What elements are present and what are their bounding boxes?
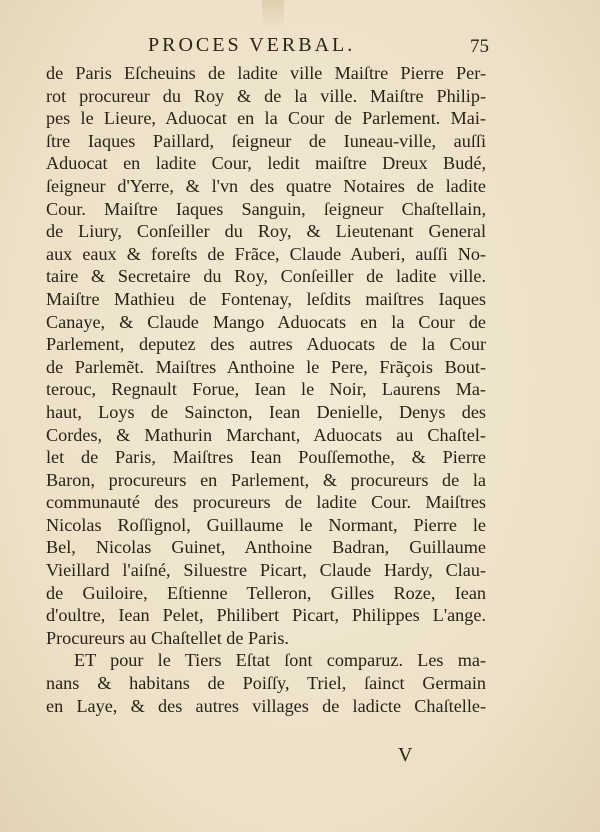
- text-line: aux eaux & foreſts de Frãce, Claude Auberi, auſſi No-: [46, 243, 486, 264]
- text-line: rot procureur du Roy & de la ville. Maiſtre Philip-: [46, 85, 486, 106]
- text-line: Maiſtre Mathieu de Fontenay, leſdits maiſtres Iaques: [46, 288, 486, 309]
- text-line: Bel, Nicolas Guinet, Anthoine Badran, Guillaume: [46, 537, 486, 558]
- text-line: de Paris Eſcheuins de ladite ville Maiſtre Pierre Per-: [46, 63, 486, 83]
- text-line: Cour. Maiſtre Iaques Sanguin, ſeigneur Chaſtellain,: [46, 198, 486, 219]
- text-line: taire & Secretaire du Roy, Conſeiller de ladite ville.: [46, 266, 486, 287]
- text-line: Nicolas Roſſignol, Guillaume le Normant, Pierre le: [46, 514, 486, 535]
- text-line: let de Paris, Maiſtres Iean Pouſſemothe, & Pierre: [46, 447, 486, 468]
- paragraph-2: [46, 649, 486, 717]
- text-line: terouc, Regnault Forue, Iean le Noir, Laurens Ma-: [46, 379, 486, 400]
- text-block: [46, 62, 486, 717]
- signature-mark: V: [398, 744, 413, 766]
- text-line: d'oultre, Iean Pelet, Philibert Picart, Philippes L'ange.: [46, 605, 486, 626]
- page-number: 75: [470, 36, 489, 57]
- text-line: nans & habitans de Poiſſy, Triel, ſainct Germain: [46, 673, 486, 694]
- text-line: ET pour le Tiers Eſtat ſont comparuz. Les ma-: [74, 650, 486, 671]
- text-line: de Guiloire, Eſtienne Telleron, Gilles Roze, Iean: [46, 582, 486, 603]
- text-line: pes le Lieure, Aduocat en la Cour de Parlement. Mai-: [46, 108, 486, 129]
- text-line: Aduocat en ladite Cour, ledit maiſtre Dreux Budé,: [46, 153, 486, 174]
- text-line: Procureurs au Chaſtellet de Paris.: [46, 627, 289, 648]
- page-header: [0, 34, 600, 62]
- text-line: ſtre Iaques Paillard, ſeigneur de Iuneau-ville, auſſi: [46, 130, 486, 151]
- text-line: Baron, procureurs en Parlement, & procureurs de la: [46, 469, 486, 490]
- text-line: Parlement, deputez des autres Aduocats de la Cour: [46, 334, 486, 355]
- text-line: de Liury, Conſeiller du Roy, & Lieutenant General: [46, 221, 486, 242]
- text-line: Canaye, & Claude Mango Aduocats en la Cour de: [46, 311, 486, 332]
- text-line: haut, Loys de Saincton, Iean Denielle, Denys des: [46, 401, 486, 422]
- text-line: ſeigneur d'Yerre, & l'vn des quatre Notaires de ladite: [46, 175, 486, 196]
- text-line: Cordes, & Mathurin Marchant, Aduocats au Chaſtel-: [46, 424, 486, 445]
- running-head: PROCES VERBAL.: [148, 34, 356, 56]
- text-line: en Laye, & des autres villages de ladicte Chaſtelle-: [46, 695, 486, 716]
- page-smudge: [262, 0, 284, 30]
- text-line: de Parlemẽt. Maiſtres Anthoine le Pere, Frãçois Bout-: [46, 356, 486, 377]
- text-line: Vieillard l'aiſné, Siluestre Picart, Claude Hardy, Clau-: [46, 560, 486, 581]
- text-line: communauté des procureurs de ladite Cour. Maiſtres: [46, 492, 486, 513]
- paragraph-1: [46, 62, 486, 649]
